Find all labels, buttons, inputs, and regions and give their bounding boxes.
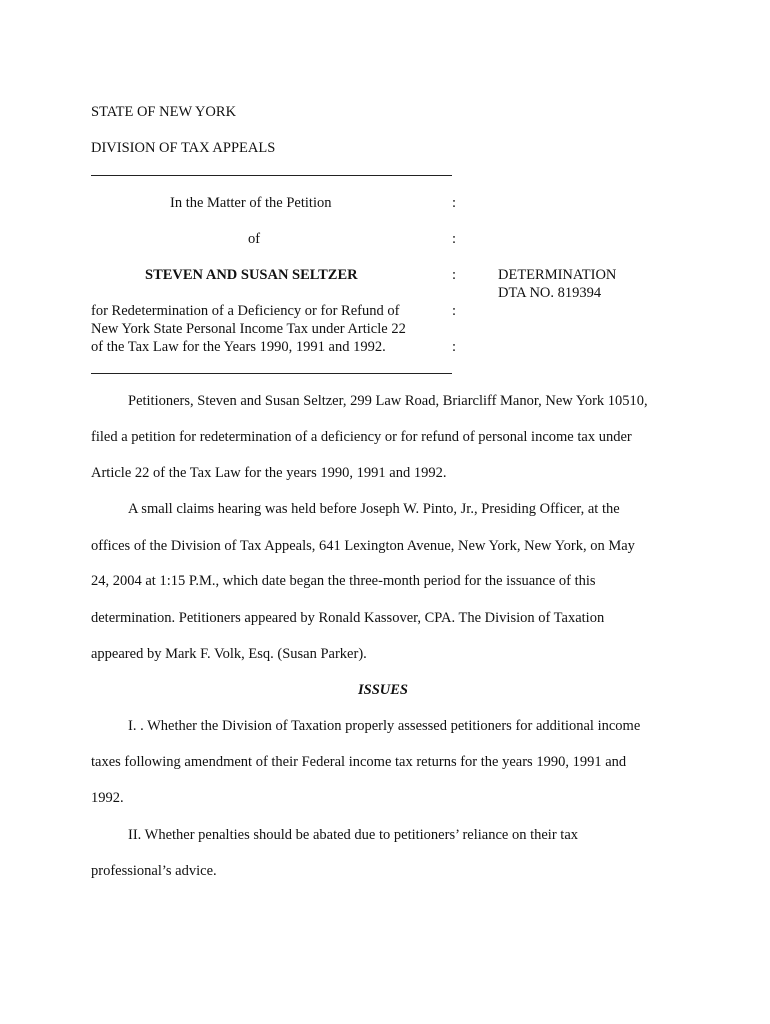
caption-colon: : (452, 303, 457, 319)
paragraph-line: appeared by Mark F. Volk, Esq. (Susan Parker). (91, 646, 367, 662)
caption-colon: : (452, 267, 457, 283)
caption-bottom-rule (91, 373, 452, 374)
paragraph-line: determination. Petitioners appeared by Ronald Kassover, CPA. The Division of Taxation (91, 610, 605, 626)
state-heading: STATE OF NEW YORK (91, 104, 237, 120)
paragraph-line: A small claims hearing was held before Joseph W. Pinto, Jr., Presiding Officer, at the (128, 501, 620, 517)
caption-top-rule (91, 175, 452, 176)
caption-colon: : (452, 231, 457, 247)
division-heading: DIVISION OF TAX APPEALS (91, 140, 276, 156)
issue-line: professional’s advice. (91, 863, 217, 879)
paragraph-line: filed a petition for redetermination of a deficiency or for refund of personal income tax under (91, 429, 632, 445)
paragraph-line: Article 22 of the Tax Law for the years 1990, 1991 and 1992. (91, 465, 447, 481)
caption-colon: : (452, 339, 457, 355)
issues-heading: ISSUES (358, 682, 408, 698)
caption-purpose-line: New York State Personal Income Tax under Article 22 (91, 321, 406, 337)
paragraph-line: Petitioners, Steven and Susan Seltzer, 299 Law Road, Briarcliff Manor, New York 10510, (128, 393, 648, 409)
determination-label: DETERMINATION (498, 267, 617, 283)
paragraph-line: offices of the Division of Tax Appeals, 641 Lexington Avenue, New York, New York, on May (91, 538, 635, 554)
caption-matter: In the Matter of the Petition (170, 195, 332, 211)
paragraph-line: 24, 2004 at 1:15 P.M., which date began the three-month period for the issuance of this (91, 573, 596, 589)
caption-petitioners: STEVEN AND SUSAN SELTZER (145, 267, 358, 283)
issue-line: taxes following amendment of their Federal income tax returns for the years 1990, 1991 and (91, 754, 627, 770)
issue-line: 1992. (91, 790, 124, 806)
caption-purpose-line: for Redetermination of a Deficiency or for Refund of (91, 303, 400, 319)
caption-of: of (248, 231, 261, 247)
issue-line: I. . Whether the Division of Taxation properly assessed petitioners for additional income (128, 718, 641, 734)
issue-line: II. Whether penalties should be abated due to petitioners’ reliance on their tax (128, 827, 579, 843)
caption-colon: : (452, 195, 457, 211)
dta-number: DTA NO. 819394 (498, 285, 602, 301)
caption-purpose-line: of the Tax Law for the Years 1990, 1991 and 1992. (91, 339, 386, 355)
